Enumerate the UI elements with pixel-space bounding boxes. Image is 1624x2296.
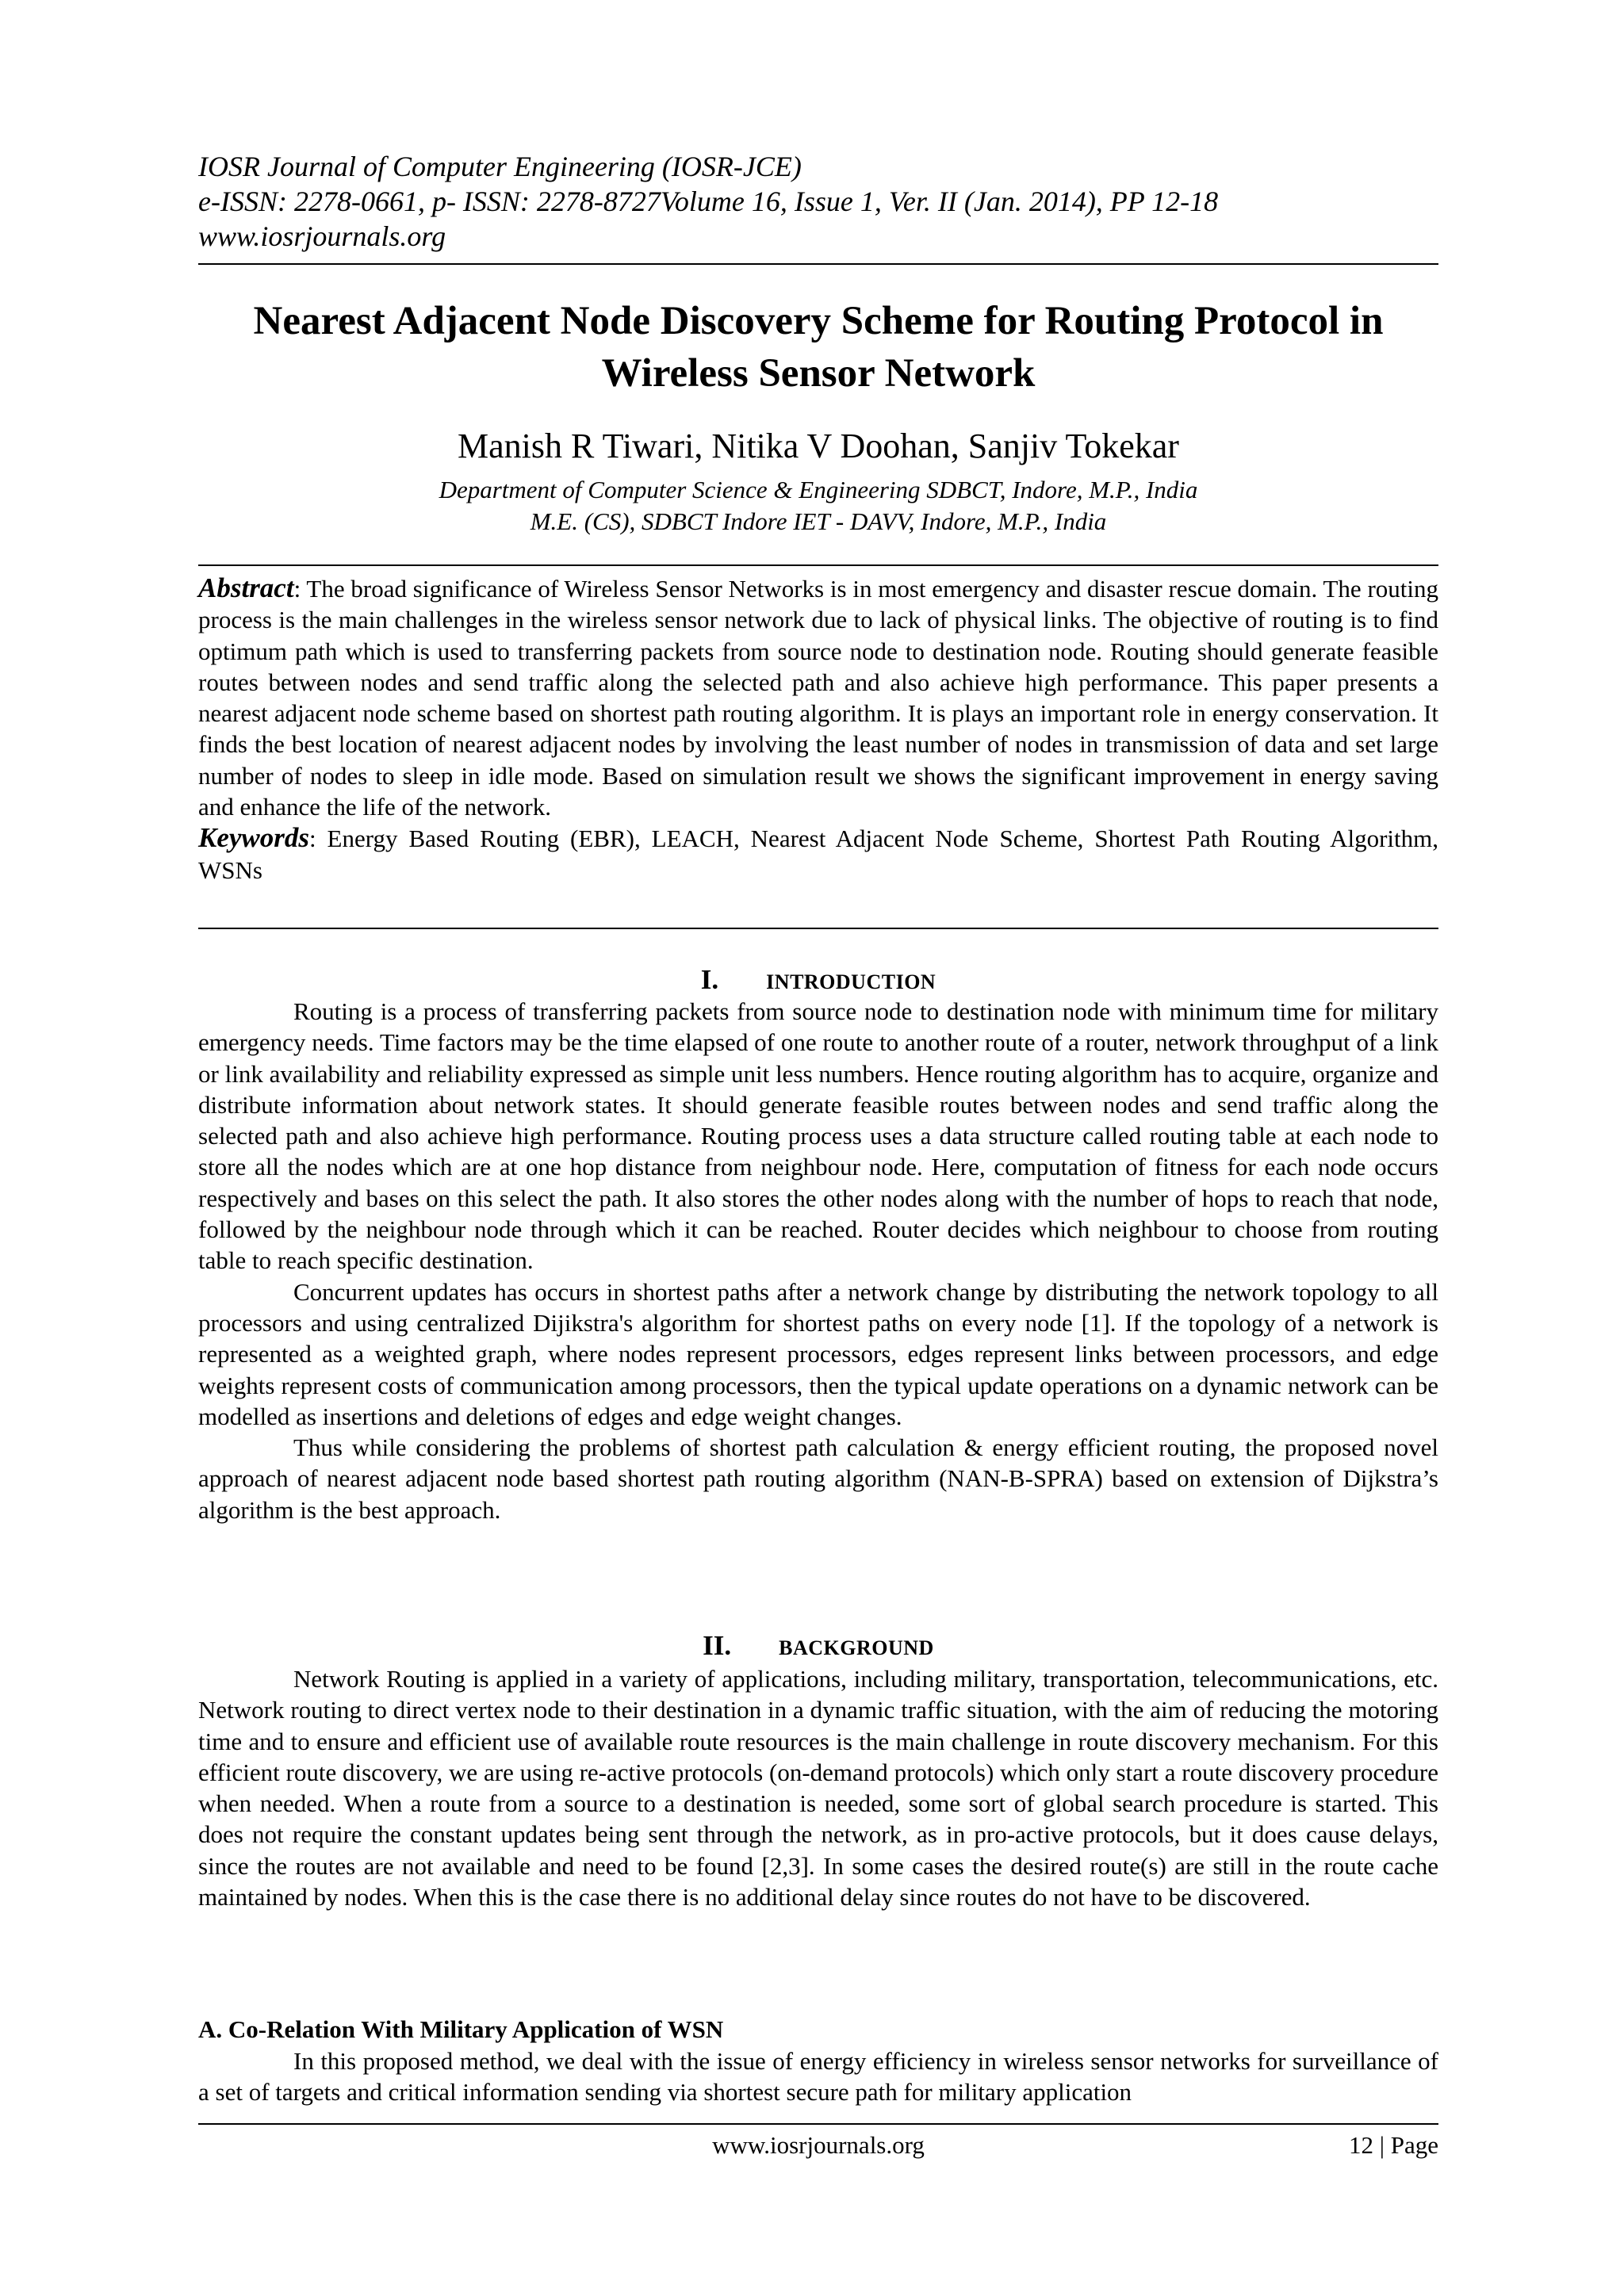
background-paragraph-1: Network Routing is applied in a variety of applications, including military, transportation, telecommunications, etc. Network routing to direct vertex node to their destination in a dynamic traffic situation, with the aim of reducing the motoring time and to ensure and efficient use of available route resources is the main challenge in route discovery mechanism. For this efficient route discovery, we are using re-active protocols (on-demand protocols) which only start a route discovery procedure when needed. When a route from a source to a destination is needed, some sort of global search procedure is started. This does not require the constant updates being sent through the network, as in pro-active protocols, but it does cause delays, since the routes are not available and need to be found [2,3]. In some cases the desired route(s) are still in the route cache maintained by nodes. When this is the case there is no additional delay since routes do not have to be discovered. bbox=[198, 1665, 1438, 1911]
author-list: Manish R Tiwari, Nitika V Doohan, Sanjiv Tokekar bbox=[458, 427, 1179, 465]
introduction-body bbox=[198, 996, 1438, 1525]
subsection-military-body bbox=[198, 2045, 1438, 2108]
paper-page bbox=[198, 0, 1438, 2296]
section-number: II. bbox=[703, 1630, 732, 1661]
keywords-text: : Energy Based Routing (EBR), LEACH, Nearest Adjacent Node Scheme, Shortest Path Routing Algorithm, WSNs bbox=[198, 825, 1438, 884]
footer-website: www.iosrjournals.org bbox=[712, 2131, 925, 2159]
subsection-military-paragraph: In this proposed method, we deal with the issue of energy efficiency in wireless sensor networks for surveillance of a set of targets and critical information sending via shortest secure path for military application bbox=[198, 2047, 1438, 2107]
background-body bbox=[198, 1663, 1438, 1912]
journal-header bbox=[198, 149, 1438, 254]
abstract-block bbox=[198, 572, 1438, 886]
header-rule bbox=[198, 263, 1438, 265]
introduction-paragraph-1: Routing is a process of transferring packets from source node to destination node with minimum time for military emergency needs. Time factors may be the time elapsed of one route to another route of a router, network throughput of a link or link availability and reliability expressed as simple unit less numbers. Hence routing algorithm has to acquire, organize and distribute information about network states. It should generate feasible routes between nodes and send traffic along the selected path and also achieve high performance. Routing process uses a data structure called routing table at each node to store all the nodes which are at one hop distance from neighbour node. Here, computation of fitness for each node occurs respectively and bases on this select the path. It also stores the other nodes along with the number of hops to reach that node, followed by the neighbour node through which it can be reached. Router decides which neighbour to choose from routing table to reach specific destination. bbox=[198, 997, 1438, 1275]
section-name: INTRODUCTION bbox=[766, 970, 936, 993]
abstract-label: Abstract bbox=[198, 572, 294, 603]
affiliation-2: M.E. (CS), SDBCT Indore IET - DAVV, Indore, M.P., India bbox=[530, 507, 1107, 535]
paper-title bbox=[198, 295, 1438, 400]
keywords-paragraph bbox=[198, 822, 1438, 886]
title-line-2: Wireless Sensor Network bbox=[601, 351, 1036, 396]
abstract-top-rule bbox=[198, 564, 1438, 566]
abstract-bottom-rule bbox=[198, 928, 1438, 929]
keywords-label: Keywords bbox=[198, 822, 309, 854]
journal-name: IOSR Journal of Computer Engineering (IOSR-JCE) bbox=[198, 151, 802, 182]
issn-line: e-ISSN: 2278-0661, p- ISSN: 2278-8727Volume 16, Issue 1, Ver. II (Jan. 2014), PP 12-18 bbox=[198, 186, 1219, 217]
abstract-paragraph bbox=[198, 572, 1438, 822]
section-number: I. bbox=[700, 964, 719, 995]
journal-website: www.iosrjournals.org bbox=[198, 220, 446, 252]
introduction-paragraph-2: Concurrent updates has occurs in shortest paths after a network change by distributing the network topology to all processors and using centralized Dijikstra's algorithm for shortest paths on every node [1]. If the topology of a network is represented as a weighted graph, where nodes represent processors, edges represent links between processors, and edge weights represent costs of communication among processors, then the typical update operations on a dynamic network can be modelled as insertions and deletions of edges and edge weight changes. bbox=[198, 1277, 1438, 1430]
footer-rule bbox=[198, 2123, 1438, 2125]
page-number: 12 | Page bbox=[1349, 2131, 1438, 2159]
abstract-text: : The broad significance of Wireless Sensor Networks is in most emergency and disaster rescue domain. The routing process is the main challenges in the wireless sensor network due to lack of physical links. The objective of routing is to find optimum path which is used to transferring packets from source node to destination node. Routing should generate feasible routes between nodes and send traffic along the selected path and also achieve high performance. This paper presents a nearest adjacent node scheme based on shortest path routing algorithm. It is plays an important role in energy conservation. It finds the best location of nearest adjacent nodes by involving the least number of nodes in transmission of data and set large number of nodes to sleep in idle mode. Based on simulation result we shows the significant improvement in energy saving and enhance the life of the network. bbox=[198, 575, 1438, 821]
introduction-paragraph-3: Thus while considering the problems of shortest path calculation & energy efficient routing, the proposed novel approach of nearest adjacent node based shortest path routing algorithm (NAN-B-SPRA) based on extension of Dijkstra’s algorithm is the best approach. bbox=[198, 1433, 1438, 1524]
section-name: BACKGROUND bbox=[779, 1636, 934, 1659]
subsection-heading-military: A. Co-Relation With Military Application of WSN bbox=[198, 2015, 724, 2043]
title-line-1: Nearest Adjacent Node Discovery Scheme for Routing Protocol in bbox=[253, 299, 1384, 343]
affiliation-1: Department of Computer Science & Engineering SDBCT, Indore, M.P., India bbox=[439, 476, 1198, 503]
